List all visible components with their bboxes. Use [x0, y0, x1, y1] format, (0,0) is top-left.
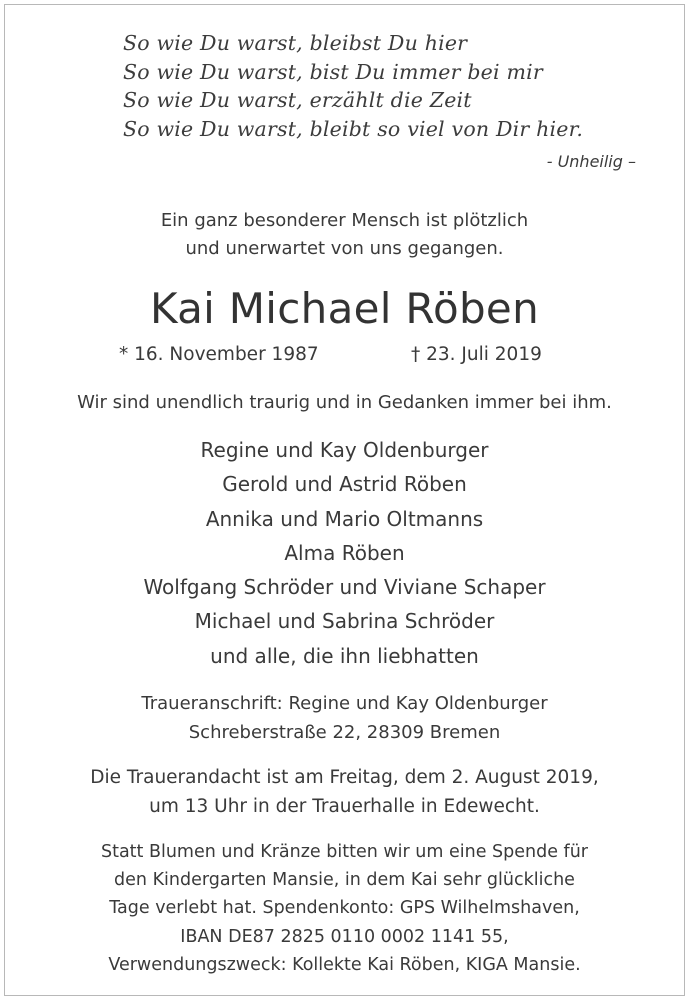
mourner-entry: Annika und Mario Oltmanns	[205, 506, 484, 531]
death-date: † 23. Juli 2019	[411, 344, 542, 365]
mourner-entry: und alle, die ihn liebhatten	[210, 643, 479, 668]
mourner-entry: Regine und Kay Oldenburger	[200, 438, 489, 462]
donation-line: Verwendungszweck: Kollekte Kai Röben, KIGA Mansie.	[108, 954, 581, 975]
poem-line: So wie Du warst, bleibst Du hier	[123, 31, 468, 55]
service-line: um 13 Uhr in der Trauerhalle in Edewecht.	[149, 795, 540, 817]
sorrow-text: Wir sind unendlich traurig und in Gedanken immer bei ihm.	[77, 392, 612, 413]
donation-line: Tage verlebt hat. Spendenkonto: GPS Wilhelmshaven,	[109, 898, 580, 919]
mourner-entry: Gerold und Astrid Röben	[222, 472, 467, 497]
poem-line: So wie Du warst, bleibt so viel von Dir hier.	[123, 116, 584, 141]
mourning-address	[5, 690, 684, 747]
mourner-entry: Alma Röben	[284, 540, 405, 565]
address-line: Schreberstraße 22, 28309 Bremen	[188, 721, 501, 743]
donation-line: IBAN DE87 2825 0110 0002 1141 55,	[180, 926, 509, 947]
poem-line: So wie Du warst, bist Du immer bei mir	[123, 59, 543, 84]
poem-author: - Unheilig –	[546, 152, 636, 171]
poem-verse	[123, 29, 663, 143]
service-line: Die Trauerandacht ist am Freitag, dem 2. August 2019,	[90, 767, 599, 788]
service-info	[5, 764, 684, 821]
address-line: Traueranschrift: Regine und Kay Oldenburger	[141, 693, 548, 714]
donation-line: den Kindergarten Mansie, in dem Kai sehr glückliche	[114, 870, 575, 891]
mourner-entry: Michael und Sabrina Schröder	[194, 609, 495, 634]
mourners-list	[5, 433, 684, 673]
intro-text	[5, 207, 684, 263]
donation-line: Statt Blumen und Kränze bitten wir um eine Spende für	[100, 842, 589, 862]
donation-info	[5, 838, 684, 979]
mourner-entry: Wolfgang Schröder und Viviane Schaper	[143, 575, 546, 600]
life-dates	[5, 341, 684, 369]
intro-line: und unerwartet von uns gegangen.	[185, 238, 504, 259]
birth-date: * 16. November 1987	[119, 344, 319, 365]
deceased-name: Kai Michael Röben	[150, 284, 539, 333]
poem-line: So wie Du warst, erzählt die Zeit	[123, 88, 472, 113]
intro-line: Ein ganz besonderer Mensch ist plötzlich	[160, 210, 529, 231]
obituary-notice	[4, 4, 685, 996]
